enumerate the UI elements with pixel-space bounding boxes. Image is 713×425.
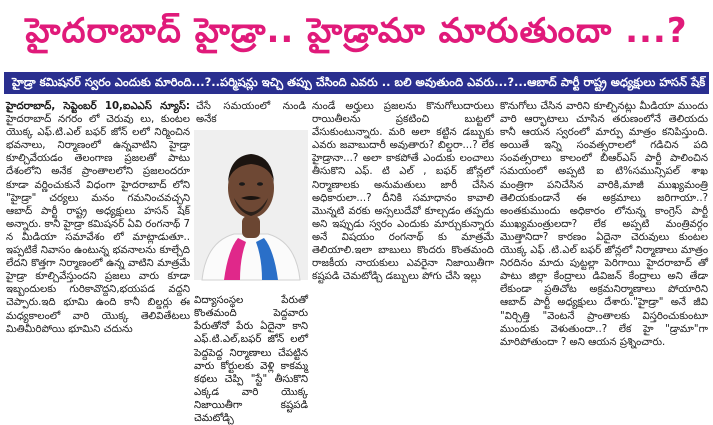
portrait-illustration <box>194 130 308 280</box>
subheadline-bar <box>4 72 709 94</box>
headline-text: హైదరాబాద్ హైడ్రా.. హైడ్రామా మారుతుందా ...? <box>25 11 688 51</box>
portrait-photo <box>194 130 308 280</box>
article-column-3-text: నుండే అర్హులు ప్రజలను కొనుగోలుదారులు రాయితీలను ప్రకటించి బుట్టలో వేసుకుంటున్నారు. మరి అలా కట్టిన డబ్బుకు ఎవరు జవాబుదారీ అవుతారు? బిల్డరా...? లేక హైడ్రానా...? అలా కాకపోతే ఎందుకు లంచాలు తీసుకొని ఎఫ్. టి ఎల్ , బఫర్ జోన్లలో నిర్మాణాలకు అనుమతులు జారీ చేసిన అధికారులా...? దీనికి సమాధానం కావాలి మొన్నటి వరకు అస్సలుదేవో కూల్చడం తప్పదు అని ఇప్పుడు స్వరం ఎందుకు మార్చుకున్నారు అనే విషయం రంగనాథ్ కు మాత్రమే తెలియాలి.ఇలా బాబులు కొందరు కొంతమంది రాజకీయ నాయకులు ఎవరైనా నిజాయితీగా కష్టపడి చెమటోడ్చి డబ్బులు పోగు చేసి ఇల్లు <box>312 101 494 283</box>
article-column-2-bottom <box>194 284 308 425</box>
article-column-4 <box>500 100 708 405</box>
headline-banner <box>0 0 713 70</box>
subheadline-text: హైడ్రా కమిషనర్ స్వరం ఎందుకు మారింది...?..పర్మిషన్లు ఇచ్చి తప్పు చేసింది ఎవరు .. బలి అవుతుంది ఎవరు...?...ఆబాద్ పార్టీ రాష్ట్ర అధ్యక్షులు హసన్ షేక్ <box>12 74 706 89</box>
article-column-2-top-text: చేసే సమయంలో నుండి అనేక <box>196 101 306 126</box>
article-column-4-text: కొనుగోలు చేసిన వారిని కూల్చినట్లు మీడియా ముందు వారి ఆర్భాటాలు చూసిన తరుణంలోనే తెలియదు కానీ ఆయన స్వరంలో మార్పు మాత్రం కనిపిస్తుంది. అయితే ఇన్ని సంవత్సరాలలో గడిచిన పది సంవత్సరాలు కాలంలో బీఆర్ఎస్ పార్టీ పాలించిన సమయంలో అప్పటి ఐ టి%సమున్సిపల్ శాఖ మంత్రిగా పనిచేసిన వారికి,మాజీ ముఖ్యమంత్రి తెలియకుండానే ఈ అక్రమాలు జరిగాయా..? అంతకుముందు అధికారం లోనున్న కాంగ్రెస్ పార్టీ ముఖ్యమంత్రులదా? లేక అప్పటి మంత్రివర్గం మొత్తానిదా? కారణం ఏదైనా చెరువులు కుంటల యొక్క ఎఫ్ .టి.ఎల్ బఫర్ జోన్లలో నిర్మాణాలు మాత్రం నిరదినం మాదు పుట్టల్లా పెరిగాయి హైదరాబాద్ తో పాటు జిల్లా కేంద్రాలు డివిజన్ కేంద్రాలు అని తేడా లేకుండా ప్రతిచోట అక్రమనిర్మాణాలు పోయారిని ఆబాద్ పార్టీ అధ్యక్షులు దేశారు."హైడ్రా" అనే జీవి "విర్చిత్తి "వెంటనే ప్రాంతాలకు విస్తరించుకుంటూ ముందుకు వెళుతుందా..? లేక హై "డ్రామా"గా మారిపోతుందా ? అని ఆయన ప్రశ్నించారు. <box>500 101 708 348</box>
article-column-3 <box>312 100 494 405</box>
article-column-1 <box>6 100 190 405</box>
article-column-2-bottom-text: విద్యాసంస్థల పేరుతో కొంతమంది పెద్దవారు పేరుతోనో పేరు ఏదైనా కాని ఎఫ్.టి.ఎల్,బఫర్ జోన్ లలో పెద్దపెద్ద నిర్మాణాలు చేపట్టిన వారు కోర్టులకు వెళ్లి కాకమ్మ కథలు చెప్పి "స్టే" తీసుకొని ఎక్కడ వారి యొక్క నిజాయితీగా కష్టపడి చెమటోడ్చి <box>194 295 308 425</box>
dateline: హైదరాబాద్, సెప్టెంబర్ 10,ఐఎఎస్ న్యూస్: <box>6 101 190 112</box>
article-column-2-top <box>196 100 306 128</box>
article-column-1-text: హైదరాబాద్ నగరం లో చెరువు లు, కుంటల యొక్క ఎఫ్.టి.ఎల్ బఫర్ జోన్ లలో నిర్మించిన భవనాలు, నిర్మాణంలో ఉన్నవాటిని హైడ్రా కూల్చివేయడం తెలంగాణ ప్రజలతో పాటు దేశంలోని అనేక ప్రాంతాలలోని ప్రజలందరూ కూడా వర్ణించుకునే విధంగా హైదరాబాద్ లోని "హైడ్రా" చర్యలు మనం గమనించవచ్చని ఆబాద్ పార్టీ రాష్ట్ర అధ్యక్షులు హసన్ షేక్ అన్నారు. కానీ హైడ్రా కమిషనర్ ఏవి రంగనాథ్ 7 న మీడియా సమావేశం లో మాట్లాడుతూ.. ఇప్పటికే నివాసం ఉంటున్న భవనాలను కూల్చేది లేదని కొత్తగా నిర్మాణంలో ఉన్న వాటిని మాత్రమే హైడ్రా కూల్చివేస్తుందని ప్రజలు వారు కూడా ఇబ్బందులకు గురికావొద్దని,భయపడ వద్దని చెప్పారు.ఇది భూమి ఉంది కానీ బిల్డర్లు ఈ మధ్యకాలంలో వారి యొక్క తెలివితేటలు మితిమీరిపోయి భూమిని చదును <box>6 114 190 335</box>
